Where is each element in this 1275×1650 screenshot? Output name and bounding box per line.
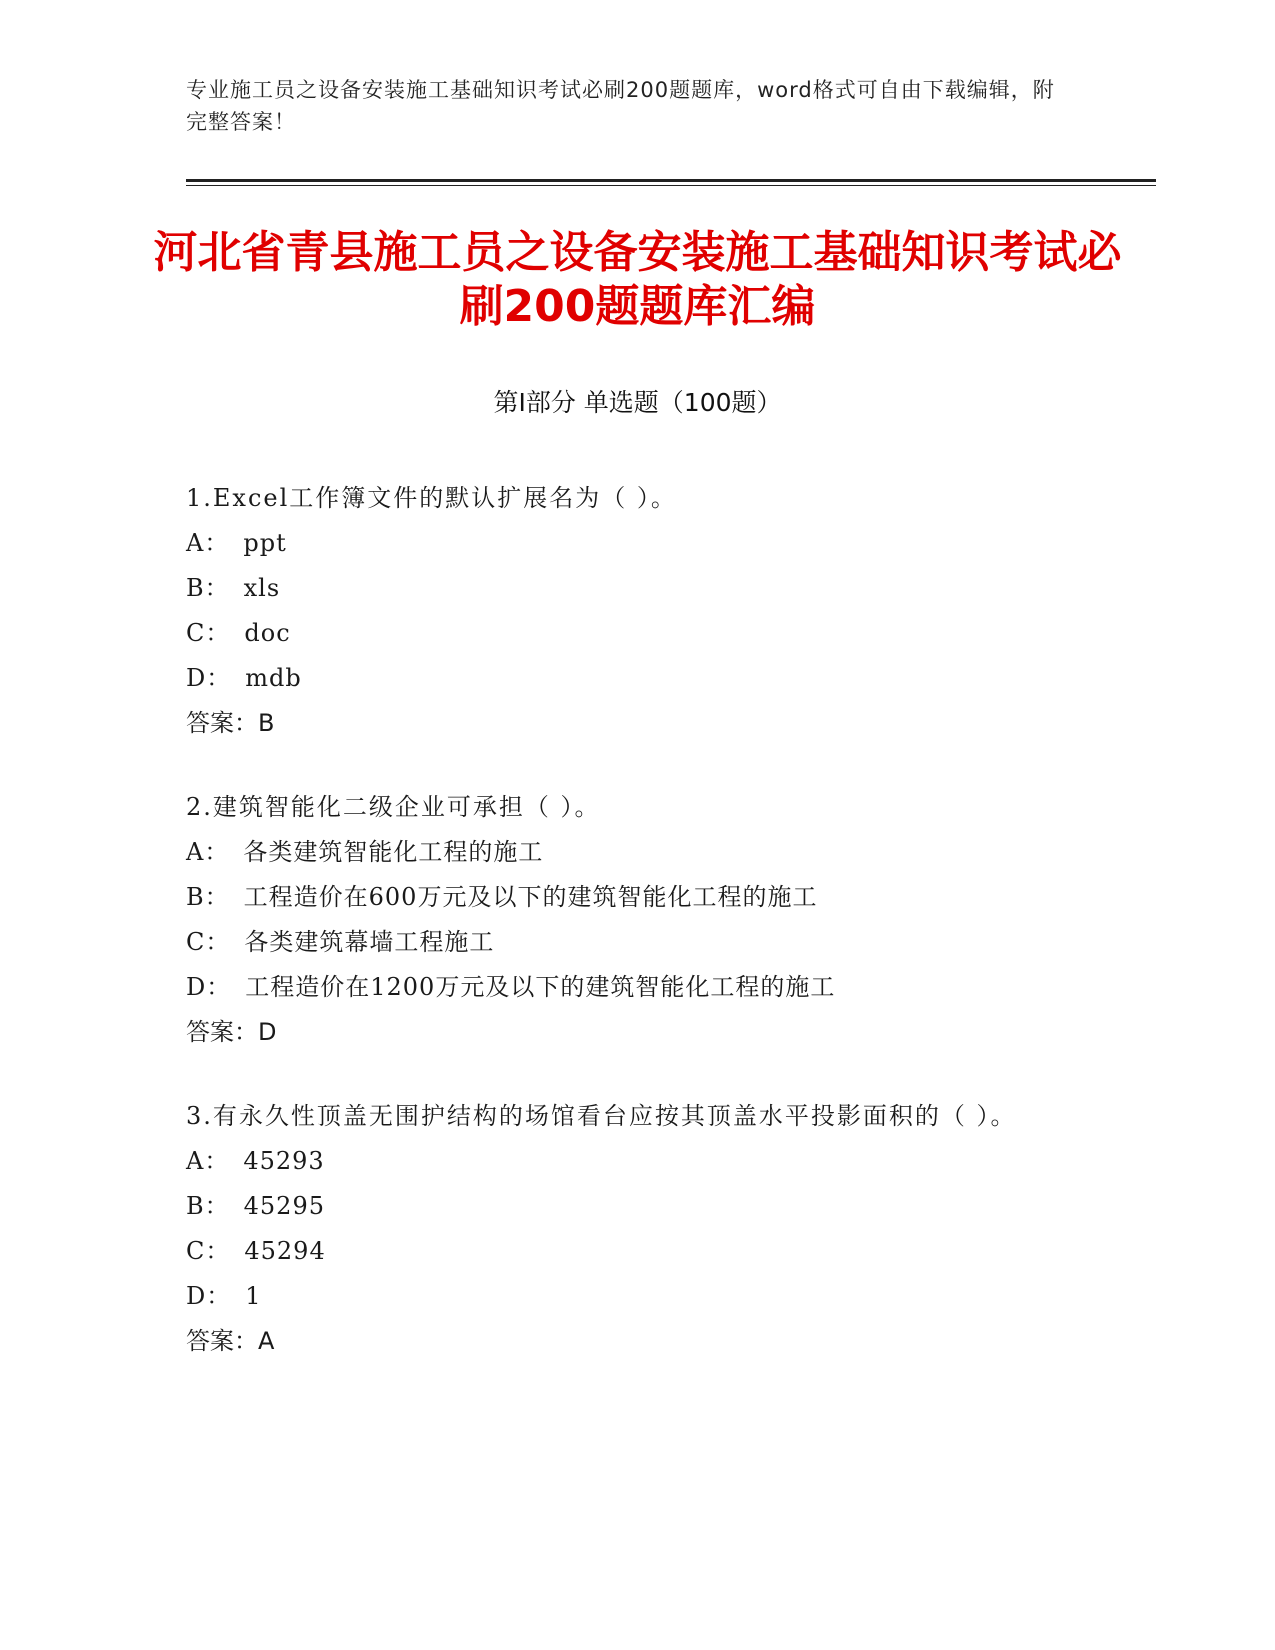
option-text: 各类建筑幕墙工程施工	[244, 928, 495, 956]
option-c	[186, 1230, 1066, 1275]
option-text: 45293	[243, 1147, 325, 1175]
option-text: xls	[243, 574, 281, 602]
option-a	[186, 831, 1066, 876]
option-letter: D：	[186, 973, 232, 1001]
answer-value: A	[258, 1327, 275, 1355]
answer-value: B	[258, 709, 275, 737]
option-b	[186, 1185, 1066, 1230]
option-text: 1	[245, 1282, 262, 1310]
question-2	[186, 786, 1066, 1053]
option-letter: B：	[186, 574, 230, 602]
option-letter: B：	[186, 1192, 230, 1220]
option-text: 工程造价在600万元及以下的建筑智能化工程的施工	[243, 883, 818, 911]
header-rule-thin	[186, 185, 1156, 186]
question-stem: 1.Excel工作簿文件的默认扩展名为（ ）。	[186, 484, 677, 512]
answer-label: 答案：	[186, 1327, 258, 1355]
option-letter: A：	[186, 1147, 230, 1175]
question-stem: 3.有永久性顶盖无围护结构的场馆看台应按其顶盖水平投影面积的（ ）。	[186, 1102, 1017, 1130]
option-text: mdb	[245, 664, 302, 692]
question-3	[186, 1095, 1066, 1362]
option-d	[186, 657, 1066, 702]
option-b	[186, 876, 1066, 921]
option-letter: A：	[186, 838, 230, 866]
option-text: ppt	[243, 529, 287, 557]
option-text: 各类建筑智能化工程的施工	[243, 838, 544, 866]
document-title: 河北省青县施工员之设备安装施工基础知识考试必刷200题题库汇编	[153, 227, 1122, 332]
option-letter: C：	[186, 619, 231, 647]
question-list	[186, 477, 1066, 1404]
section-title: 第Ⅰ部分 单选题（100题）	[493, 388, 782, 417]
option-letter: D：	[186, 1282, 232, 1310]
option-c	[186, 612, 1066, 657]
option-text: 45295	[243, 1192, 325, 1220]
option-letter: C：	[186, 1237, 231, 1265]
answer-line	[186, 702, 1066, 744]
option-letter: B：	[186, 883, 230, 911]
option-c	[186, 921, 1066, 966]
header-rule-thick	[186, 179, 1156, 182]
option-d	[186, 966, 1066, 1011]
question-1	[186, 477, 1066, 744]
option-text: 工程造价在1200万元及以下的建筑智能化工程的施工	[245, 973, 836, 1001]
option-letter: A：	[186, 529, 230, 557]
header-note: 专业施工员之设备安装施工基础知识考试必刷200题题库，word格式可自由下载编辑，附完整答案！	[186, 78, 1055, 134]
option-text: doc	[244, 619, 291, 647]
option-a	[186, 522, 1066, 567]
answer-line	[186, 1320, 1066, 1362]
option-letter: D：	[186, 664, 232, 692]
answer-line	[186, 1011, 1066, 1053]
option-text: 45294	[244, 1237, 326, 1265]
option-letter: C：	[186, 928, 231, 956]
option-b	[186, 567, 1066, 612]
answer-label: 答案：	[186, 709, 258, 737]
question-stem: 2.建筑智能化二级企业可承担（ ）。	[186, 793, 601, 821]
option-a	[186, 1140, 1066, 1185]
option-d	[186, 1275, 1066, 1320]
answer-value: D	[258, 1018, 277, 1046]
answer-label: 答案：	[186, 1018, 258, 1046]
